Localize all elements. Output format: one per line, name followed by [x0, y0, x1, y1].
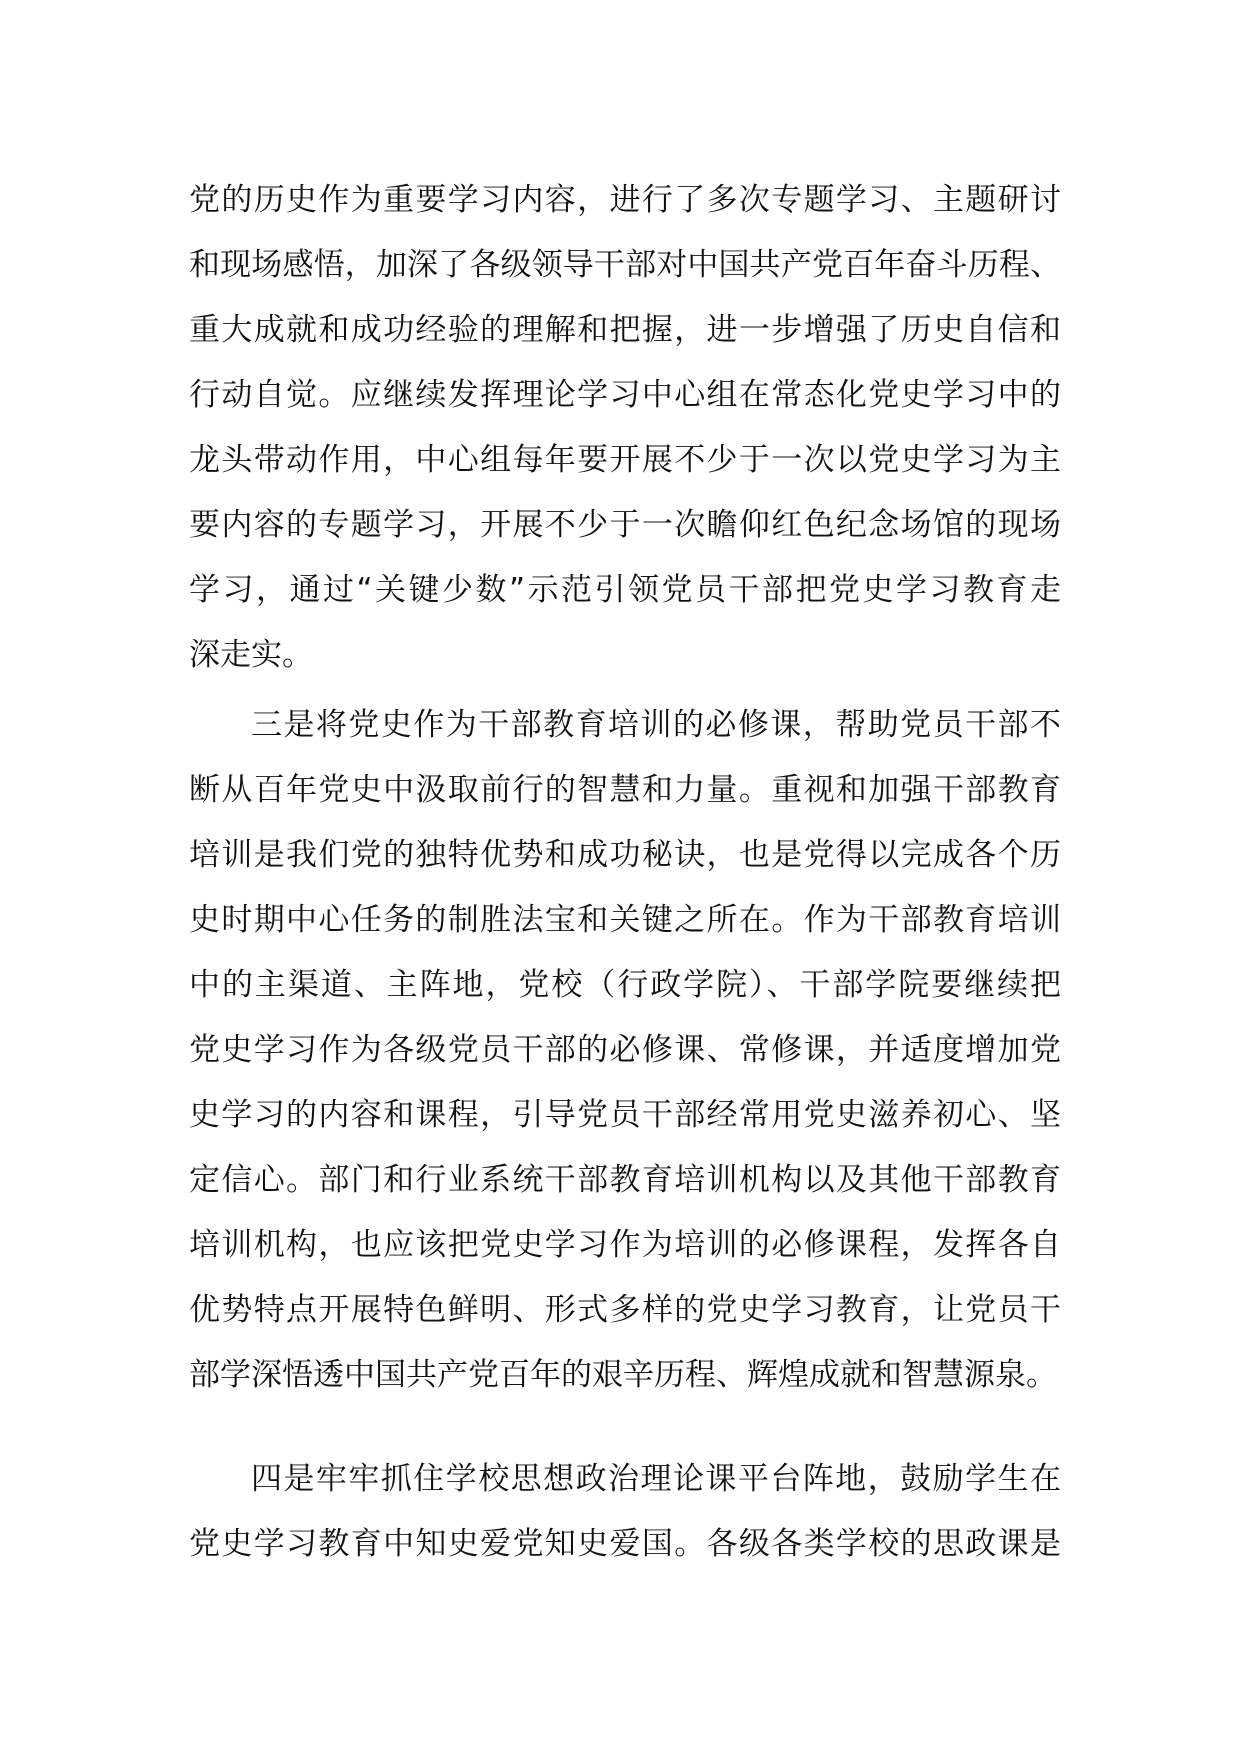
- text-line: 党史学习作为各级党员干部的必修课、常修课，并适度增加党: [189, 1032, 1061, 1068]
- text-line: 中的主渠道、主阵地，党校（行政学院）、干部学院要继续把: [189, 967, 1061, 1003]
- text-line: 党史学习教育中知史爱党知史爱国。各级各类学校的思政课是: [189, 1526, 1061, 1562]
- paragraph-point-three: [189, 693, 1061, 1408]
- text-line: 四是牢牢抓住学校思想政治理论课平台阵地，鼓励学生在: [251, 1461, 1061, 1497]
- text-line: 断从百年党史中汲取前行的智慧和力量。重视和加强干部教育: [189, 772, 1061, 808]
- text-line: 三是将党史作为干部教育培训的必修课，帮助党员干部不: [251, 707, 1061, 743]
- text-line: 行动自觉。应继续发挥理论学习中心组在常态化党史学习中的: [189, 377, 1061, 413]
- text-line: 优势特点开展特色鲜明、形式多样的党史学习教育，让党员干: [189, 1292, 1061, 1328]
- text-line: 深走实。: [189, 637, 313, 673]
- text-line: 培训机构，也应该把党史学习作为培训的必修课程，发挥各自: [189, 1227, 1061, 1263]
- text-line: 和现场感悟，加深了各级领导干部对中国共产党百年奋斗历程、: [189, 247, 1061, 283]
- text-line: 史时期中心任务的制胜法宝和关键之所在。作为干部教育培训: [189, 902, 1061, 938]
- text-line: 部学深悟透中国共产党百年的艰辛历程、辉煌成就和智慧源泉。: [189, 1357, 1057, 1393]
- text-line: 培训是我们党的独特优势和成功秘诀，也是党得以完成各个历: [189, 837, 1061, 873]
- text-line: 定信心。部门和行业系统干部教育培训机构以及其他干部教育: [189, 1162, 1061, 1198]
- text-line: 要内容的专题学习，开展不少于一次瞻仰红色纪念场馆的现场: [189, 507, 1061, 543]
- text-line: 龙头带动作用，中心组每年要开展不少于一次以党史学习为主: [189, 442, 1061, 478]
- paragraph-point-four: [189, 1447, 1061, 1577]
- text-line: 党的历史作为重要学习内容，进行了多次专题学习、主题研讨: [189, 182, 1061, 218]
- text-line: 学习，通过“关键少数”示范引领党员干部把党史学习教育走: [189, 572, 1061, 608]
- text-line: 重大成就和成功经验的理解和把握，进一步增强了历史自信和: [189, 312, 1061, 348]
- paragraph-continuation: [189, 168, 1061, 688]
- text-line: 史学习的内容和课程，引导党员干部经常用党史滋养初心、坚: [189, 1097, 1061, 1133]
